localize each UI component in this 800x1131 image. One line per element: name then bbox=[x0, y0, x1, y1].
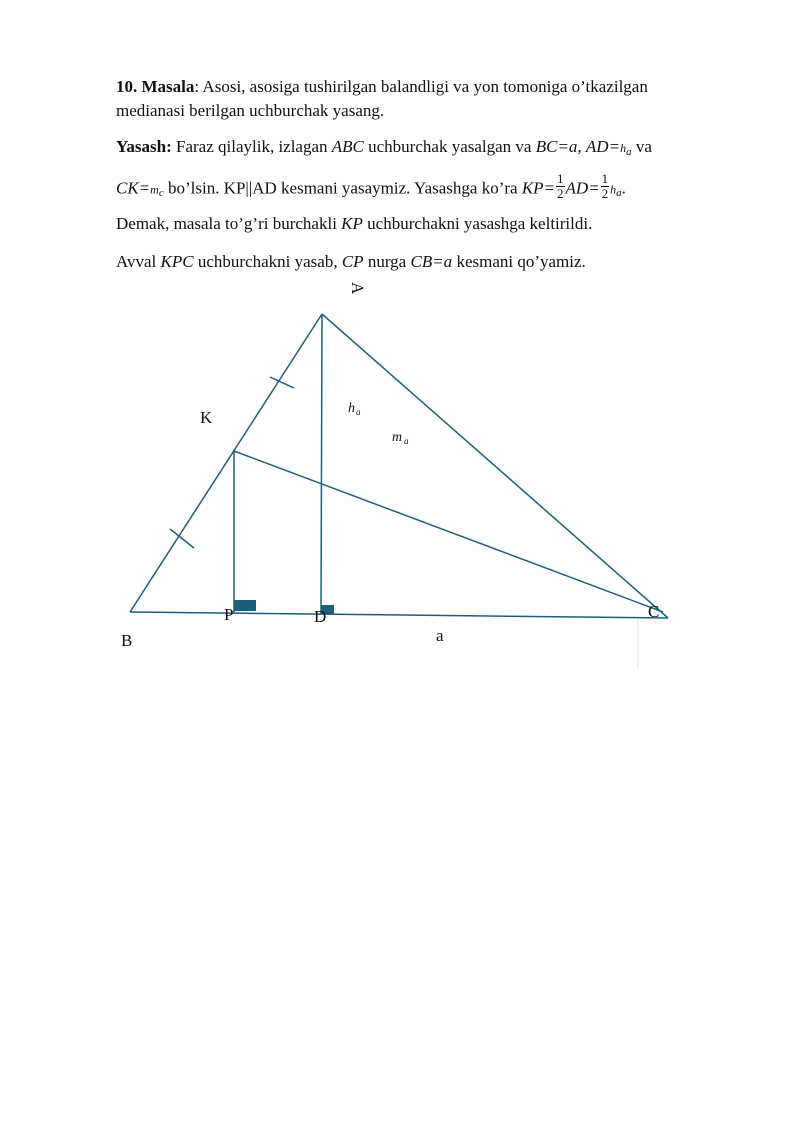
m-subscript: c bbox=[158, 187, 164, 200]
kp-equation: KP= bbox=[521, 178, 556, 198]
solution-text: , bbox=[577, 137, 586, 156]
h-subscript: a bbox=[626, 146, 632, 158]
fraction-numerator: 1 bbox=[601, 171, 609, 186]
paragraph-text: uchburchakni yasab, bbox=[193, 252, 342, 271]
triangle-name: ABC bbox=[331, 137, 364, 156]
paragraph-text: Avval bbox=[116, 252, 161, 271]
ad-equation: AD= bbox=[565, 178, 600, 198]
label-k-point: K bbox=[200, 408, 213, 427]
median-ck bbox=[234, 451, 663, 612]
label-median-m-sub: a bbox=[404, 436, 409, 446]
label-altitude-h: h bbox=[348, 401, 355, 416]
solution-text: uchburchak yasalgan va bbox=[363, 137, 536, 156]
paragraph-text: kesmani qo’yamiz. bbox=[452, 252, 586, 271]
m-symbol: m bbox=[150, 182, 159, 197]
kp-label: KP bbox=[341, 214, 363, 233]
paragraph-text: nurga bbox=[363, 252, 411, 271]
tick-mark-upper bbox=[270, 377, 294, 388]
cp-label: CP bbox=[341, 252, 364, 271]
label-median-m: m bbox=[392, 430, 403, 445]
paragraph-text: Demak, masala to’g’ri burchakli bbox=[116, 214, 342, 233]
solution-text: bo’lsin. KP||AD kesmani yasaymiz. Yasashga ko’ra bbox=[163, 178, 522, 198]
paragraph-text: uchburchakni yasashga keltirildi. bbox=[362, 214, 593, 233]
label-side-a: a bbox=[436, 626, 444, 645]
h-symbol: h bbox=[620, 141, 627, 155]
side-ab bbox=[130, 314, 322, 612]
problem-colon: : bbox=[194, 77, 200, 96]
ad-equation: AD= bbox=[585, 137, 621, 156]
solution-text: Faraz qilaylik, izlagan bbox=[171, 137, 332, 156]
fraction-denominator: 2 bbox=[557, 186, 564, 201]
problem-text: Asosi, asosiga tushirilgan balandligi va yon tomoniga o’tkazilgan medianasi berilgan uchburchak yasang. bbox=[116, 77, 648, 120]
solution-text: . bbox=[621, 178, 626, 198]
label-c-vertex: C bbox=[648, 602, 660, 621]
altitude-ad bbox=[321, 314, 322, 614]
bc-equation: BC=a bbox=[535, 137, 578, 156]
fraction-denominator: 2 bbox=[601, 186, 609, 201]
label-p-point: P bbox=[224, 605, 234, 624]
fraction-numerator: 1 bbox=[557, 171, 564, 186]
solution-label: Yasash: bbox=[116, 137, 172, 156]
h-symbol: h bbox=[610, 182, 617, 197]
kpc-label: KPC bbox=[160, 252, 194, 271]
label-d-point: D bbox=[314, 607, 327, 626]
label-b-vertex: B bbox=[121, 631, 133, 650]
label-a-vertex: A bbox=[348, 282, 367, 295]
side-bc bbox=[130, 612, 668, 618]
problem-number: 10. Masala bbox=[116, 77, 195, 96]
label-altitude-h-sub: a bbox=[356, 407, 361, 417]
cb-equation: CB=a bbox=[410, 252, 453, 271]
right-angle-marker-p bbox=[234, 600, 256, 611]
side-ac bbox=[322, 314, 668, 618]
ck-equation: CK= bbox=[116, 178, 151, 198]
solution-text: va bbox=[631, 137, 652, 156]
h-subscript: a bbox=[616, 187, 622, 200]
